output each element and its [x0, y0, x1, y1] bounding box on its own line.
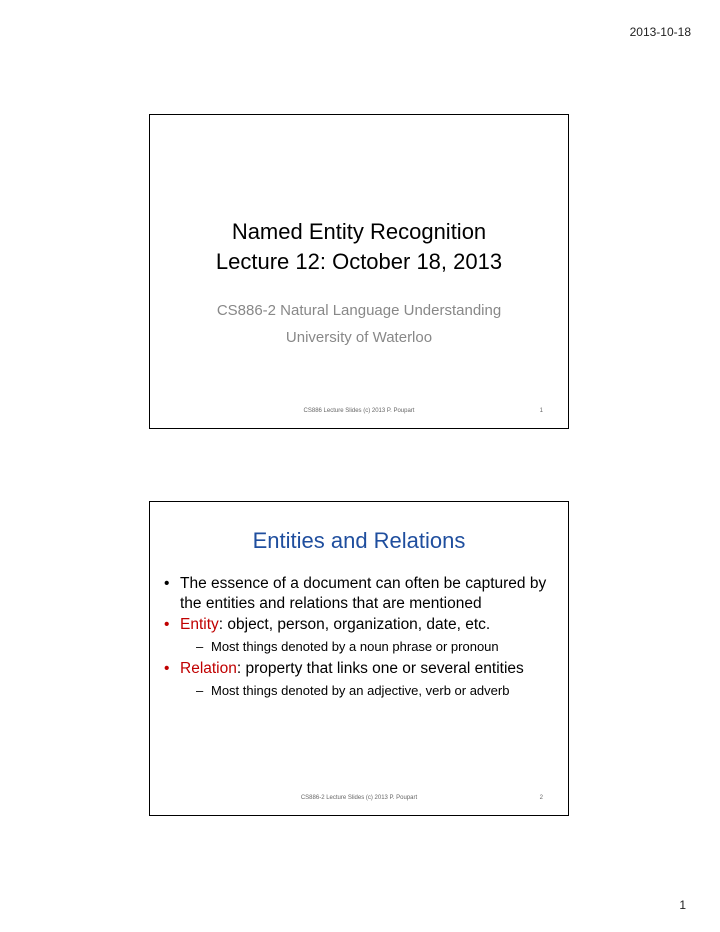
- sub-bullet-entity-text: Most things denoted by a noun phrase or pronoun: [211, 639, 499, 654]
- bullet-entity: [164, 615, 554, 655]
- dash-icon: –: [196, 639, 204, 654]
- relation-term: Relation: [180, 660, 237, 677]
- university-name: University of Waterloo: [285, 329, 433, 346]
- slide-1-number: 1: [539, 408, 543, 414]
- bullet-dot-icon: •: [164, 616, 170, 633]
- bullet-relation: [164, 659, 554, 699]
- slide-1-title-line-1: Named Entity Recognition: [231, 219, 487, 244]
- page-number: 1: [679, 898, 686, 912]
- slide-1-subtitle: [150, 297, 568, 351]
- sub-bullet-relation-text: Most things denoted by an adjective, verb or adverb: [211, 683, 510, 698]
- bullet-document-essence: [164, 574, 554, 614]
- slide-1-title-line-2: Lecture 12: October 18, 2013: [215, 249, 503, 274]
- sub-bullet-relation: [180, 682, 554, 699]
- entity-definition: : object, person, organization, date, etc.: [218, 616, 491, 633]
- slide-1-title: [150, 217, 568, 277]
- slide-1: [149, 114, 569, 429]
- entity-term: Entity: [180, 616, 219, 633]
- slide-2-number: 2: [539, 795, 543, 801]
- slide-2-footer: [150, 793, 568, 805]
- slide-1-footer-text: CS886 Lecture Slides (c) 2013 P. Poupart: [303, 408, 415, 414]
- header-date: 2013-10-18: [629, 25, 691, 39]
- relation-definition: : property that links one or several entities: [236, 660, 524, 677]
- slide-2-footer-text: CS886-2 Lecture Slides (c) 2013 P. Poupart: [300, 795, 418, 801]
- slide-2: [149, 501, 569, 816]
- bullet-1-text: The essence of a document can often be captured by the entities and relations that are mentioned: [180, 575, 547, 612]
- slide-2-bullet-list: [164, 574, 554, 703]
- course-name: CS886-2 Natural Language Understanding: [216, 302, 502, 319]
- bullet-dot-icon: •: [164, 660, 170, 677]
- slide-2-title: Entities and Relations: [252, 528, 466, 553]
- slide-1-footer: [150, 406, 568, 418]
- sub-bullet-entity: [180, 638, 554, 655]
- bullet-dot-icon: •: [164, 575, 170, 592]
- dash-icon: –: [196, 683, 204, 698]
